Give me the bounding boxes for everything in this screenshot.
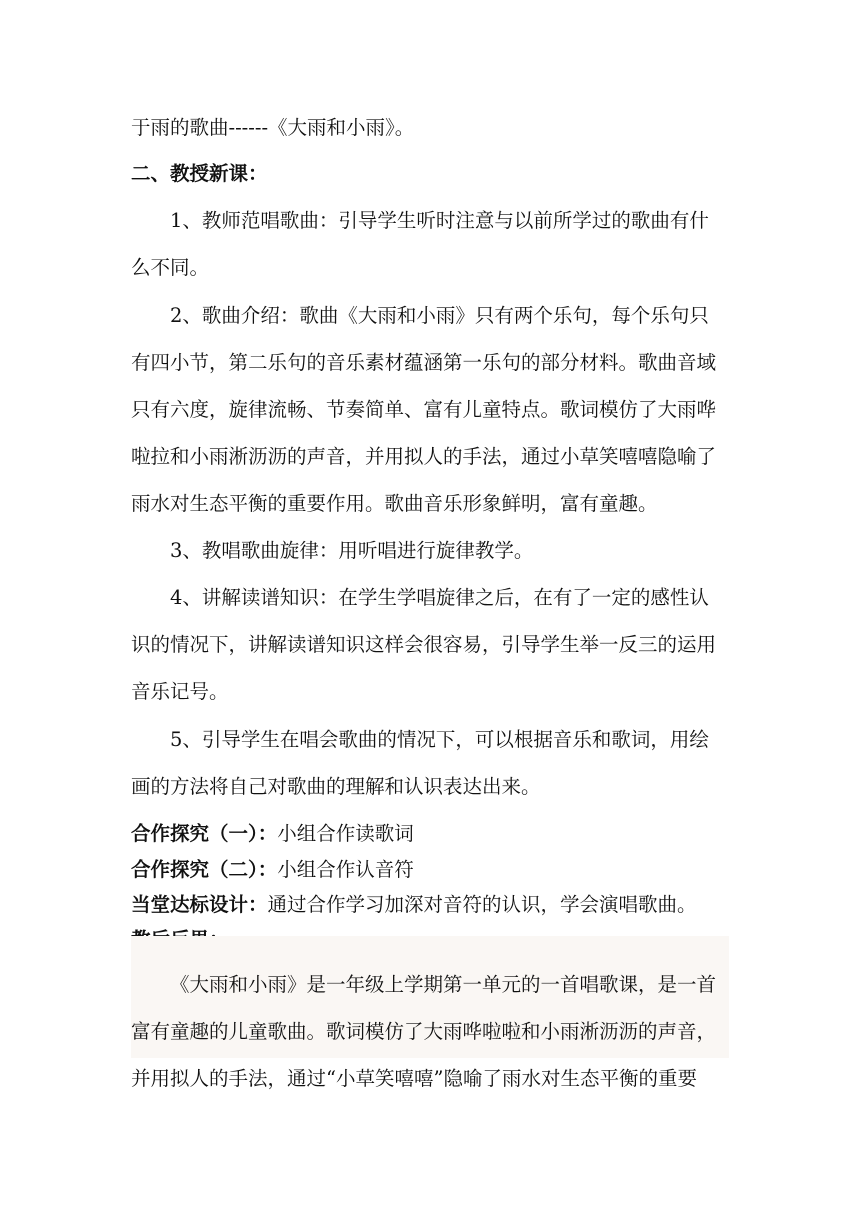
standard-label: 当堂达标设计：	[131, 893, 268, 916]
coop-1	[131, 822, 414, 846]
item-1-line-1: 1、教师范唱歌曲：引导学生听时注意与以前所学过的歌曲有什	[170, 209, 709, 232]
coop-2-text: 小组合作认音符	[277, 858, 414, 881]
standard-design	[131, 893, 697, 917]
item-4-line-1: 4、讲解读谱知识：在学生学唱旋律之后，在有了一定的感性认	[170, 586, 709, 609]
item-3-line-1: 3、教唱歌曲旋律：用听唱进行旋律教学。	[170, 539, 534, 562]
reflection-line-3: 并用拟人的手法，通过“小草笑嘻嘻”隐喻了雨水对生态平衡的重要	[131, 1067, 697, 1090]
reflection-line-1: 《大雨和小雨》是一年级上学期第一单元的一首唱歌课，是一首	[170, 973, 717, 996]
item-5-line-1: 5、引导学生在唱会歌曲的情况下，可以根据音乐和歌词，用绘	[170, 728, 709, 751]
reflection-line-2: 富有童趣的儿童歌曲。歌词模仿了大雨哗啦啦和小雨淅沥沥的声音，	[131, 1020, 717, 1043]
text-line: 于雨的歌曲------《大雨和小雨》。	[131, 116, 415, 139]
coop-1-text: 小组合作读歌词	[277, 822, 414, 845]
item-2-line-4: 啦拉和小雨淅沥沥的声音，并用拟人的手法，通过小草笑嘻嘻隐喻了	[131, 445, 717, 468]
item-2-line-1: 2、歌曲介绍：歌曲《大雨和小雨》只有两个乐句，每个乐句只	[170, 304, 709, 327]
item-4-line-2: 识的情况下，讲解读谱知识这样会很容易，引导学生举一反三的运用	[131, 633, 717, 656]
item-2-line-5: 雨水对生态平衡的重要作用。歌曲音乐形象鲜明，富有童趣。	[131, 492, 658, 515]
item-5-line-2: 画的方法将自己对歌曲的理解和认识表达出来。	[131, 775, 541, 798]
coop-2	[131, 858, 414, 882]
standard-text: 通过合作学习加深对音符的认识，学会演唱歌曲。	[267, 893, 697, 916]
item-1-line-2: 么不同。	[131, 256, 210, 279]
coop-1-label: 合作探究（一）：	[131, 822, 278, 845]
item-2-line-2: 有四小节，第二乐句的音乐素材蕴涵第一乐句的部分材料。歌曲音域	[131, 351, 717, 374]
section-heading: 二、教授新课：	[131, 162, 268, 185]
item-4-line-3: 音乐记号。	[131, 680, 229, 703]
coop-2-label: 合作探究（二）：	[131, 858, 278, 881]
item-2-line-3: 只有六度，旋律流畅、节奏简单、富有儿童特点。歌词模仿了大雨哗	[131, 398, 717, 421]
